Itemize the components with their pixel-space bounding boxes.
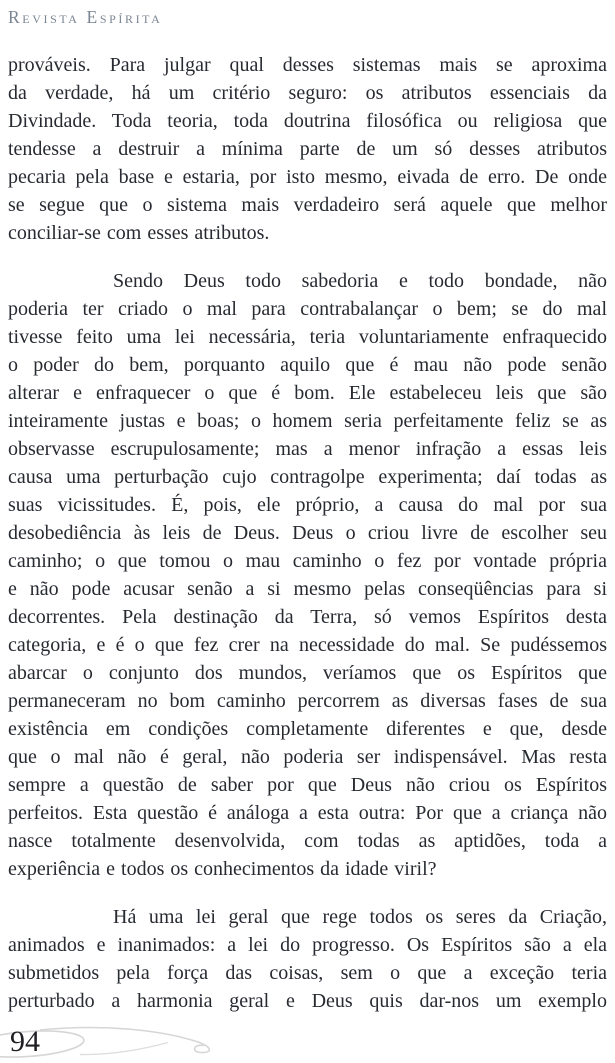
text-line: existência em condições completamente diferentes e que, desde — [8, 718, 607, 740]
text-line: se segue que o sistema mais verdadeiro será aquele que melhor — [8, 194, 607, 216]
text-line: submetidos pela força das coisas, sem o que a exceção teria — [8, 962, 607, 984]
text-line: o poder do bem, porquanto aquilo que é mau não pode senão — [8, 354, 607, 376]
text-line: Há uma lei geral que rege todos os seres da Criação, — [113, 906, 607, 928]
page-body — [8, 51, 607, 1015]
text-line: poderia ter criado o mal para contrabalançar o bem; se do mal — [8, 298, 607, 320]
text-line: Sendo Deus todo sabedoria e todo bondade, não — [113, 270, 607, 292]
text-line: tivesse feito uma lei necessária, teria voluntariamente enfraquecido — [8, 326, 607, 348]
text-line: causa uma perturbação cujo contragolpe experimenta; daí todas as — [8, 466, 607, 488]
text-line: Divindade. Toda teoria, toda doutrina filosófica ou religiosa que — [8, 110, 607, 132]
text-line: que o mal não é geral, não poderia ser indispensável. Mas resta — [8, 746, 607, 768]
text-line: nasce totalmente desenvolvida, com todas as aptidões, toda a — [8, 830, 607, 852]
text-line: decorrentes. Pela destinação da Terra, só vemos Espíritos desta — [8, 606, 607, 628]
paragraph — [8, 267, 607, 883]
text-line: alterar e enfraquecer o que é bom. Ele estabeleceu leis que são — [8, 382, 607, 404]
text-line: desobediência às leis de Deus. Deus o criou livre de escolher seu — [8, 522, 607, 544]
text-line: animados e inanimados: a lei do progresso. Os Espíritos são a ela — [8, 934, 607, 956]
text-line: caminho; o que tomou o mau caminho o fez por vontade própria — [8, 550, 607, 572]
text-line: sempre a questão de saber por que Deus não criou os Espíritos — [8, 774, 607, 796]
text-line: perturbado a harmonia geral e Deus quis dar-nos um exemplo — [8, 990, 607, 1012]
text-line: da verdade, há um critério seguro: os atributos essenciais da — [8, 82, 607, 104]
text-line: categoria, e é o que fez crer na necessidade do mal. Se pudéssemos — [8, 634, 607, 656]
text-line: observasse escrupulosamente; mas a menor infração a essas leis — [8, 438, 607, 460]
text-line: experiência e todos os conhecimentos da idade viril? — [8, 858, 437, 880]
running-header: Revista Espírita — [8, 7, 163, 27]
text-line: perfeitos. Esta questão é análoga a esta outra: Por que a criança não — [8, 802, 607, 824]
paragraph — [8, 51, 607, 247]
text-line: tendesse a destruir a mínima parte de um só desses atributos — [8, 138, 607, 160]
text-line: inteiramente justas e boas; o homem seria perfeitamente feliz se as — [8, 410, 607, 432]
text-line: suas vicissitudes. É, pois, ele próprio, a causa do mal por sua — [8, 494, 607, 516]
text-line: pecaria pela base e estaria, por isto mesmo, eivada de erro. De onde — [8, 166, 607, 188]
text-line: permaneceram no bom caminho percorrem as diversas fases de sua — [8, 690, 607, 712]
text-line: abarcar o conjunto dos mundos, veríamos que os Espíritos que — [8, 662, 607, 684]
text-line: e não pode acusar senão a si mesmo pelas conseqüências para si — [8, 578, 607, 600]
text-line: conciliar-se com esses atributos. — [8, 222, 270, 244]
page-number: 94 — [10, 1025, 40, 1058]
text-line: prováveis. Para julgar qual desses sistemas mais se aproxima — [8, 54, 607, 76]
paragraph — [8, 903, 607, 1015]
